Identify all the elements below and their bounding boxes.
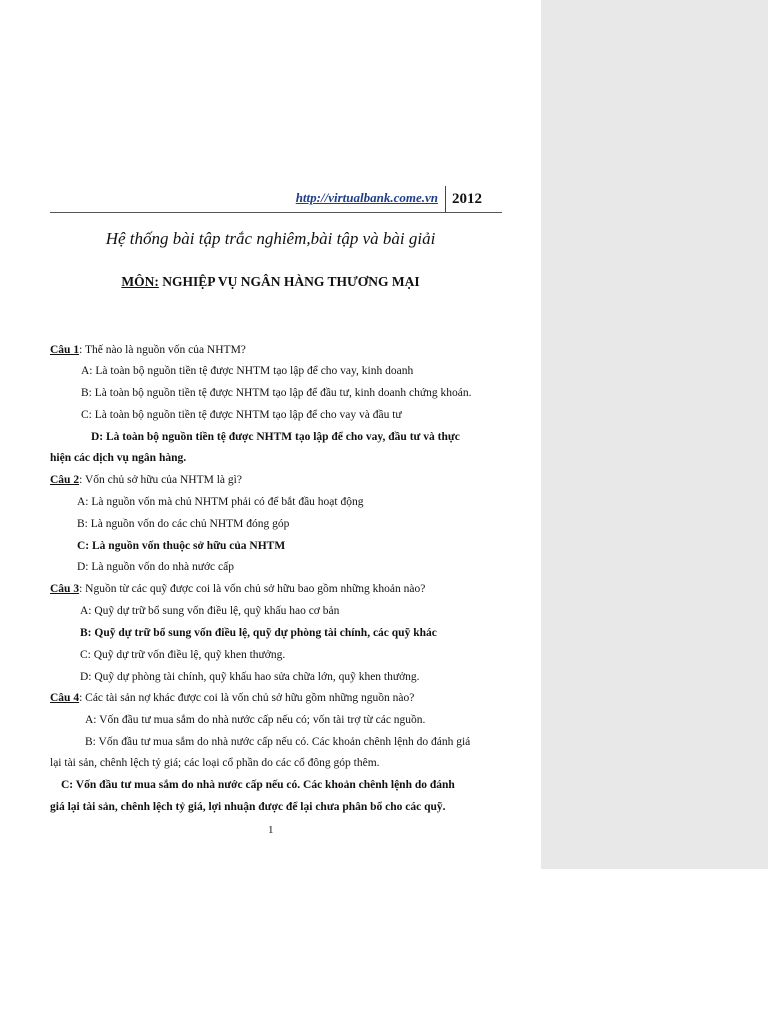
- header-year: 2012: [452, 191, 482, 207]
- question-text: : Nguồn từ các quỹ được coi là vốn chủ sở hữu bao gồm những khoản nào?: [79, 583, 426, 595]
- answer-option: D: Quỹ dự phòng tài chính, quỹ khấu hao sửa chữa lớn, quỹ khen thưởng.: [80, 671, 420, 683]
- answer-option-correct-cont: giá lại tài sản, chênh lệch tỷ giá, lợi nhuận được để lại chưa phân bổ cho các quỹ.: [50, 801, 446, 813]
- question-label: Câu 2: [50, 474, 80, 486]
- question-text: : Các tài sản nợ khác được coi là vốn chủ sở hữu gồm những nguồn nào?: [79, 692, 415, 704]
- page-header: [50, 186, 502, 212]
- answer-option: D: Là nguồn vốn do nhà nước cấp: [77, 561, 234, 573]
- answer-option-correct: B: Quỹ dự trữ bổ sung vốn điều lệ, quỹ dự phòng tài chính, các quỹ khác: [80, 627, 437, 639]
- answer-option: C: Quỹ dự trữ vốn điều lệ, quỹ khen thưởng.: [80, 649, 286, 661]
- answer-option: A: Vốn đầu tư mua sắm do nhà nước cấp nếu có; vốn tài trợ từ các nguồn.: [85, 714, 426, 726]
- question-label: Câu 3: [50, 583, 80, 595]
- answer-option: A: Là toàn bộ nguồn tiền tệ được NHTM tạo lập để cho vay, kinh doanh: [81, 365, 414, 377]
- answer-option: C: Là toàn bộ nguồn tiền tệ được NHTM tạo lập để cho vay và đầu tư: [81, 409, 402, 421]
- question-label: Câu 4: [50, 692, 80, 704]
- answer-option: A: Quỹ dự trữ bổ sung vốn điều lệ, quỹ khấu hao cơ bản: [80, 605, 340, 617]
- question-text: : Vốn chủ sở hữu của NHTM là gì?: [79, 474, 242, 486]
- answer-option-correct: D: Là toàn bộ nguồn tiền tệ được NHTM tạo lập để cho vay, đầu tư và thực: [91, 431, 460, 443]
- answer-option-correct: C: Là nguồn vốn thuộc sở hữu của NHTM: [77, 540, 286, 552]
- answer-option-correct-cont: hiện các dịch vụ ngân hàng.: [50, 452, 187, 464]
- subject-name: NGHIỆP VỤ NGÂN HÀNG THƯƠNG MẠI: [158, 274, 420, 289]
- answer-option-correct: C: Vốn đầu tư mua sắm do nhà nước cấp nếu có. Các khoản chênh lệnh do đánh: [61, 779, 455, 791]
- question-4: [50, 691, 414, 705]
- answer-option-cont: lại tài sản, chênh lệch tỷ giá; các loại cổ phần do các cổ đông góp thêm.: [50, 757, 380, 769]
- answer-option: A: Là nguồn vốn mà chủ NHTM phải có để bắt đầu hoạt động: [77, 496, 364, 508]
- question-1: [50, 343, 246, 357]
- header-link[interactable]: http://virtualbank.come.vn: [295, 190, 438, 205]
- question-label: Câu 1: [50, 344, 80, 356]
- page-number: 1: [268, 824, 274, 836]
- header-rule: [50, 212, 502, 213]
- subject-heading: [0, 274, 541, 290]
- question-3: [50, 582, 425, 596]
- answer-option: B: Vốn đầu tư mua sắm do nhà nước cấp nếu có. Các khoản chênh lệnh do đánh giá: [85, 736, 471, 748]
- question-text: : Thế nào là nguồn vốn của NHTM?: [79, 344, 246, 356]
- subject-label: MÔN:: [121, 274, 159, 289]
- answer-option: B: Là nguồn vốn do các chủ NHTM đóng góp: [77, 518, 290, 530]
- document-title: Hệ thống bài tập trắc nghiêm,bài tập và bài giải: [105, 229, 436, 248]
- comment-pane: [541, 0, 768, 869]
- header-separator: [445, 186, 446, 212]
- answer-option: B: Là toàn bộ nguồn tiền tệ được NHTM tạo lập để đầu tư, kinh doanh chứng khoán.: [81, 387, 472, 399]
- question-2: [50, 473, 242, 487]
